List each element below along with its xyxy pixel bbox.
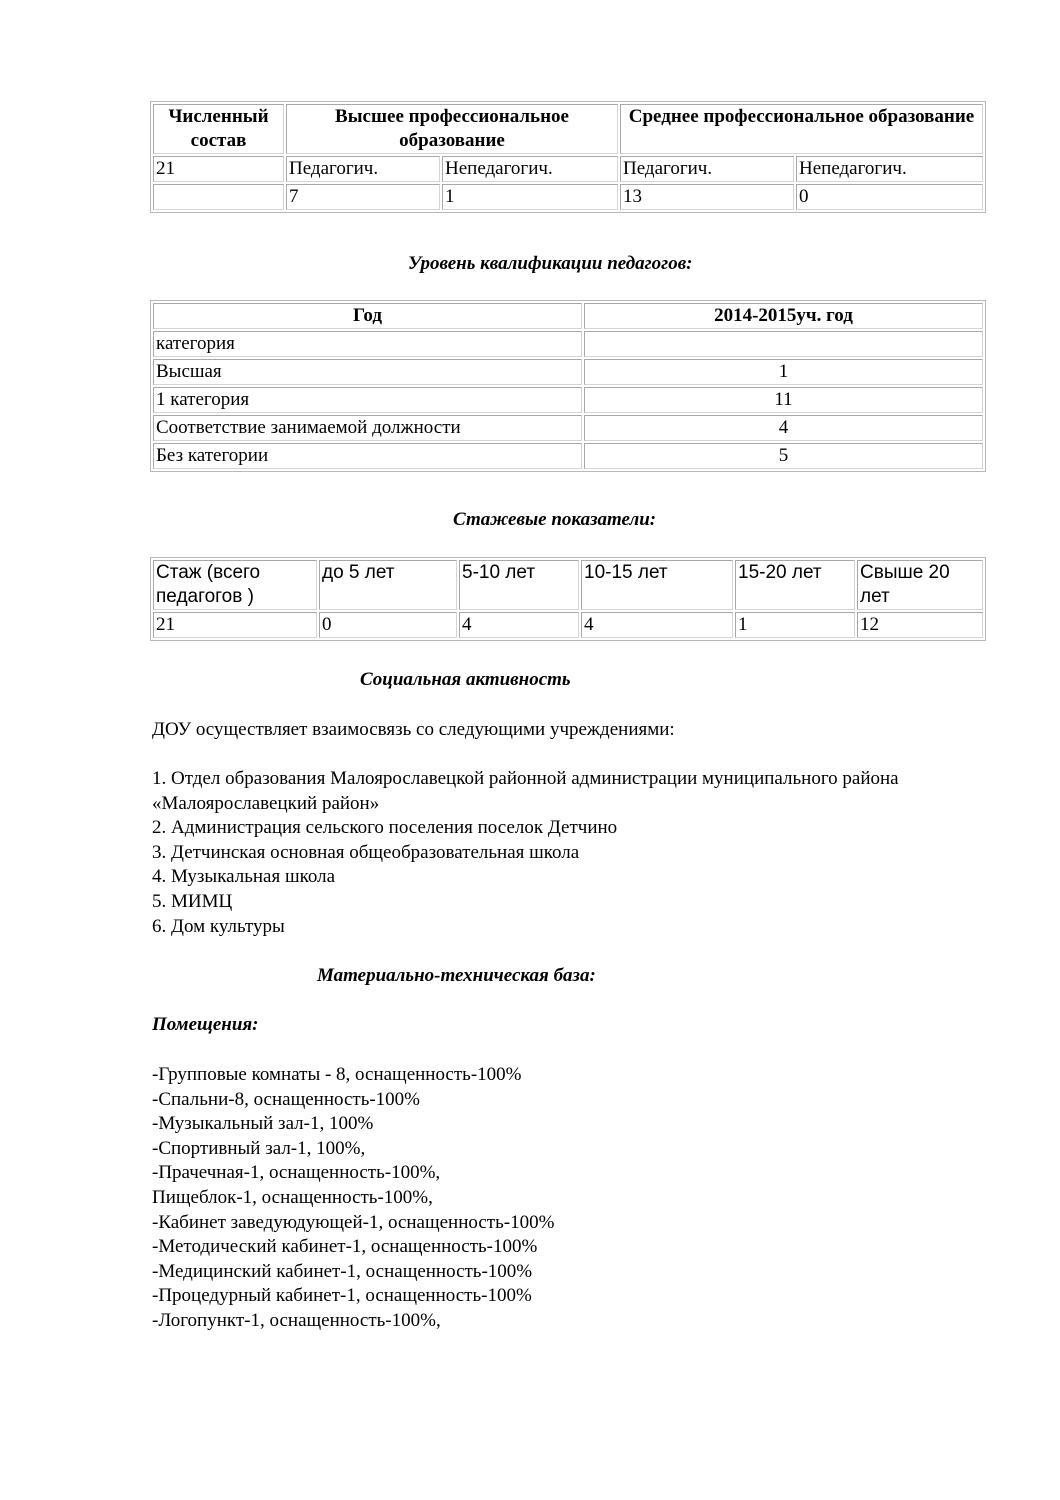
list-item: -Групповые комнаты - 8, оснащенность-100%	[152, 1064, 522, 1085]
rooms-list	[152, 1063, 972, 1334]
table-row	[153, 359, 983, 385]
header-cell-secondary: Среднее профессиональное образование	[620, 104, 983, 154]
table-cell: Непедагогич.	[442, 156, 618, 182]
list-item: -Прачечная-1, оснащенность-100%,	[152, 1162, 441, 1184]
header-cell: 15-20 лет	[735, 560, 855, 610]
table-cell: 13	[620, 184, 794, 210]
header-cell: Свыше 20 лет	[857, 560, 983, 610]
header-cell-count: Численный состав	[153, 104, 284, 154]
table-row	[153, 443, 983, 469]
table-row	[153, 387, 983, 413]
list-item: Пищеблок-1, оснащенность-100%,	[152, 1186, 433, 1208]
list-item: -Медицинский кабинет-1, оснащенность-100%	[152, 1260, 533, 1282]
table-cell: 0	[796, 184, 983, 210]
institution-list	[152, 767, 972, 939]
list-item: -Кабинет заведуюдующей-1, оснащенность-100%	[152, 1211, 555, 1233]
qualification-heading: Уровень квалификации педагогов:	[408, 253, 693, 274]
header-cell-higher: Высшее профессиональное образование	[286, 104, 618, 154]
table-cell: 5	[584, 443, 983, 469]
experience-table	[150, 557, 986, 641]
table-row	[153, 303, 983, 329]
list-item: -Спортивный зал-1, 100%,	[152, 1137, 366, 1159]
table-cell: 7	[286, 184, 440, 210]
table-cell: 1	[584, 359, 983, 385]
table-cell: 1	[442, 184, 618, 210]
table-cell: категория	[153, 331, 582, 357]
list-item: -Процедурный кабинет-1, оснащенность-100%	[152, 1285, 532, 1307]
list-item: 6. Дом культуры	[152, 915, 285, 937]
table-cell: 4	[581, 612, 733, 638]
list-item: 2. Администрация сельского поселения поселок Детчино	[152, 817, 618, 839]
table-row	[153, 415, 983, 441]
header-cell: Стаж (всего педагогов )	[153, 560, 317, 610]
table-cell	[153, 184, 284, 210]
list-item: 3. Детчинская основная общеобразовательная школа	[152, 841, 580, 863]
table-cell: 11	[584, 387, 983, 413]
header-cell: 10-15 лет	[581, 560, 733, 610]
table-cell: 21	[153, 612, 317, 638]
qualification-table	[150, 300, 986, 472]
table-cell: Без категории	[153, 443, 582, 469]
table-cell: 12	[857, 612, 983, 638]
header-cell: до 5 лет	[319, 560, 457, 610]
table-cell: 21	[153, 156, 284, 182]
list-item: -Логопункт-1, оснащенность-100%,	[152, 1309, 441, 1331]
table-cell: 1	[735, 612, 855, 638]
table-row	[153, 184, 983, 210]
experience-heading: Стажевые показатели:	[453, 509, 657, 530]
list-item: 4. Музыкальная школа	[152, 866, 336, 888]
table-cell	[584, 331, 983, 357]
list-item: 5. МИМЦ	[152, 890, 233, 912]
table-cell: Педагогич.	[620, 156, 794, 182]
table-row	[153, 331, 983, 357]
table-cell: Педагогич.	[286, 156, 440, 182]
list-item: 1. Отдел образования Малоярославецкой районной администрации муниципального района «Малоярославецкий район»	[152, 768, 899, 814]
table-row	[153, 104, 983, 154]
table-row	[153, 612, 983, 638]
table-row	[153, 156, 983, 182]
table-cell: 0	[319, 612, 457, 638]
table-row	[153, 560, 983, 610]
list-item: -Методический кабинет-1, оснащенность-100%	[152, 1236, 538, 1258]
social-heading: Социальная активность	[360, 669, 571, 690]
table-cell: 1 категория	[153, 387, 582, 413]
header-cell-year: Год	[153, 303, 582, 329]
table-cell: Непедагогич.	[796, 156, 983, 182]
table-cell: 4	[584, 415, 983, 441]
social-intro: ДОУ осуществляет взаимосвязь со следующими учреждениями:	[152, 719, 675, 740]
table-cell: 4	[459, 612, 579, 638]
table-cell: Соответствие занимаемой должности	[153, 415, 582, 441]
table-cell: Высшая	[153, 359, 582, 385]
education-table	[150, 101, 986, 213]
rooms-subheading: Помещения:	[152, 1014, 259, 1035]
list-item: -Спальни-8, оснащенность-100%	[152, 1088, 421, 1110]
header-cell: 5-10 лет	[459, 560, 579, 610]
header-cell-period: 2014-2015уч. год	[584, 303, 983, 329]
list-item: -Музыкальный зал-1, 100%	[152, 1113, 374, 1135]
material-heading: Материально-техническая база:	[317, 965, 596, 986]
